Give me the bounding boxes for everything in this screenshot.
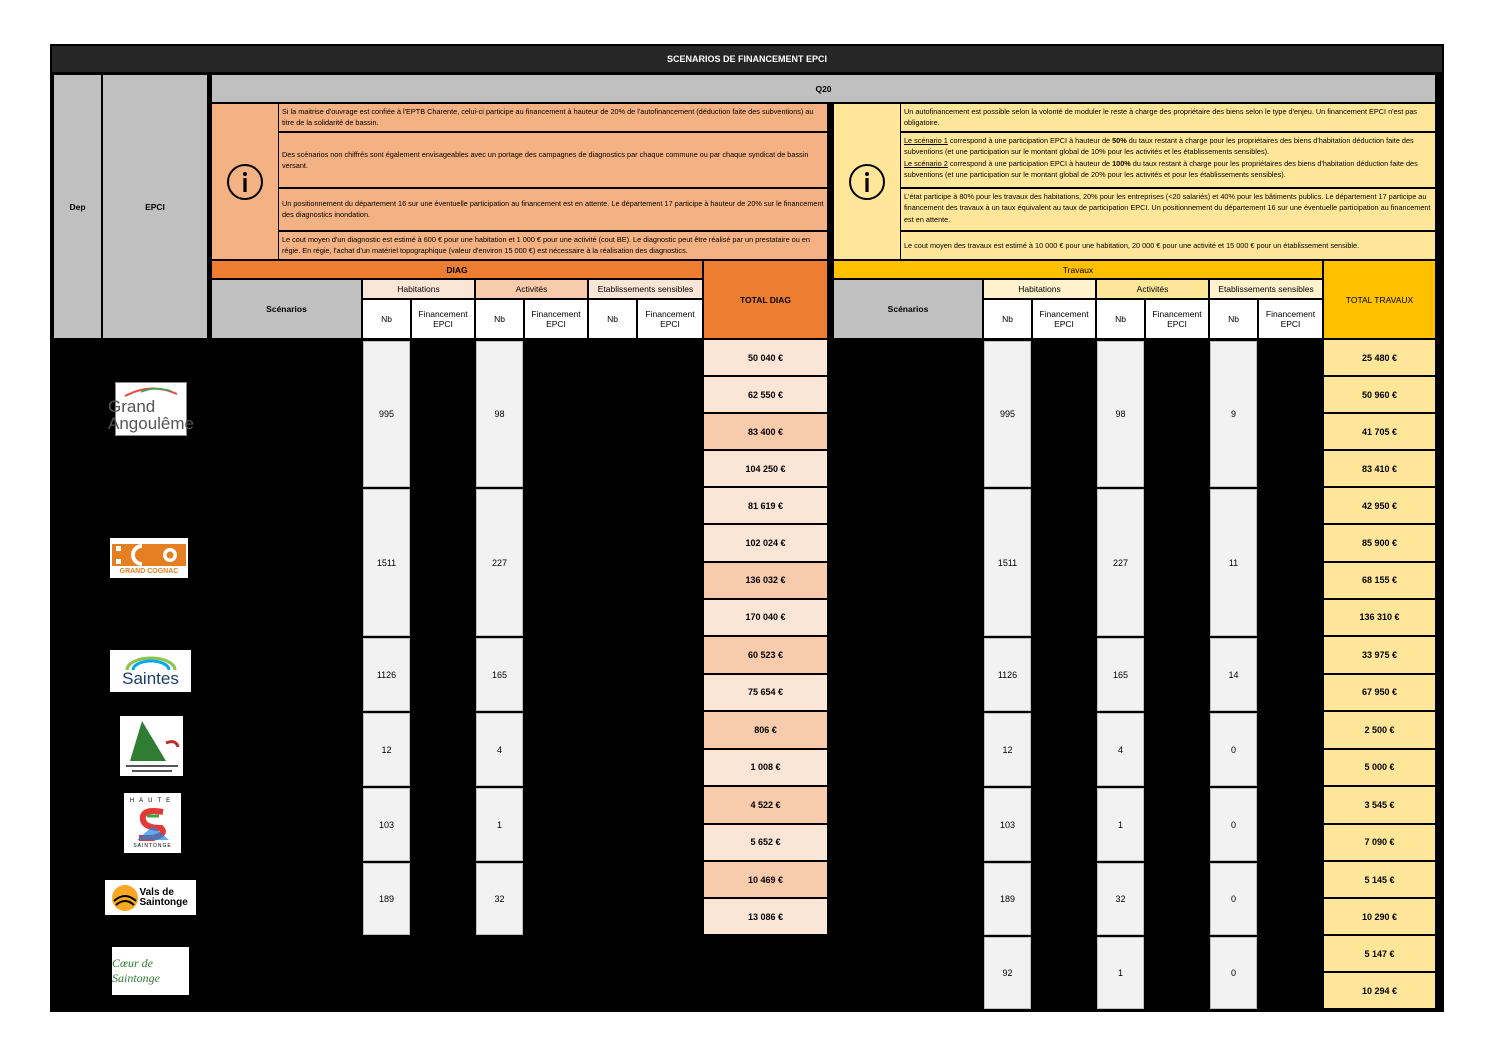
diag-info-panel <box>212 104 278 259</box>
diag-act-nb-cell: 4 <box>476 713 523 786</box>
diag-note-3: Un positionnement du département 16 sur une éventuelle participation au financement est en attente. Le département 17 participe à hauteur de 20% sur le financement des diagnostics inondation. <box>279 189 827 230</box>
diag-etablissements-header: Etablissements sensibles <box>589 280 702 298</box>
logo-cognac-icon <box>112 542 186 568</box>
diag-total-cell: 10 469 € <box>704 862 827 899</box>
travaux-habitations-header: Habitations <box>984 280 1095 298</box>
travaux-etab-fin-header: Financement EPCI <box>1259 300 1322 338</box>
diag-act-nb-cell: 227 <box>476 489 523 636</box>
diag-hab-nb-cell: 995 <box>363 341 410 487</box>
diag-total-cell: 62 550 € <box>704 377 827 414</box>
travaux-total-cell: 3 545 € <box>1324 787 1435 825</box>
travaux-info-panel <box>834 104 900 259</box>
travaux-act-fin-header: Financement EPCI <box>1146 300 1208 338</box>
diag-hab-nb-cell: 1126 <box>363 638 410 711</box>
diag-total-cell: 60 523 € <box>704 637 827 675</box>
travaux-etab-nb-cell: 0 <box>1210 937 1257 1009</box>
travaux-act-nb-cell: 32 <box>1097 863 1144 935</box>
diag-act-fin-header: Financement EPCI <box>525 300 587 338</box>
epci-column-header: EPCI <box>103 75 207 338</box>
travaux-hab-nb-cell: 189 <box>984 863 1031 935</box>
scenario-2-text-b: du taux restant à charge pour les propriétaires des biens d'habitation déduction faite des subventions (et une participation sur le montant global de 20% pour les activités et pour les établissements sensibles). <box>904 158 1418 179</box>
diag-header: DIAG <box>212 261 702 278</box>
travaux-header: Travaux <box>834 261 1322 278</box>
travaux-total-cell: 42 950 € <box>1324 488 1435 525</box>
travaux-act-nb-cell: 4 <box>1097 713 1144 786</box>
diag-hab-nb-cell: 103 <box>363 788 410 861</box>
diag-total-cell: 5 652 € <box>704 825 827 863</box>
diag-total-cell: 50 040 € <box>704 340 827 377</box>
travaux-hab-nb-cell: 12 <box>984 713 1031 786</box>
travaux-activites-header: Activités <box>1097 280 1208 298</box>
travaux-total-cell: 5 000 € <box>1324 750 1435 788</box>
scenario-1-label: Le scénario 1 <box>904 136 948 145</box>
travaux-total-cell: 33 975 € <box>1324 637 1435 675</box>
diag-total-cell: 104 250 € <box>704 451 827 488</box>
logo-text: HAUTE <box>129 797 176 804</box>
diag-hab-nb-cell: 1511 <box>363 489 410 636</box>
travaux-total-cell: 136 310 € <box>1324 600 1435 637</box>
travaux-total-cell: 85 900 € <box>1324 525 1435 562</box>
travaux-total-cell: 5 147 € <box>1324 936 1435 973</box>
logo-tree-icon <box>122 717 182 775</box>
travaux-total-header: TOTAL TRAVAUX <box>1324 261 1435 338</box>
diag-act-nb-cell: 98 <box>476 341 523 487</box>
scenario-1-pct: 50% <box>1112 136 1127 145</box>
travaux-hab-nb-cell: 1511 <box>984 489 1031 636</box>
diag-hab-nb-cell: 189 <box>363 863 410 935</box>
logo-grand-angouleme <box>108 382 195 436</box>
diag-total-header: TOTAL DIAG <box>704 261 827 338</box>
diag-note-2: Des scénarios non chiffrés sont également envisageables avec un portage des campagnes de diagnostics par chaque commune ou par chaque syndicat de bassin versant. <box>279 133 827 187</box>
travaux-act-nb-cell: 1 <box>1097 937 1144 1009</box>
travaux-total-cell: 67 950 € <box>1324 675 1435 713</box>
logo-text: Grand Angoulême <box>108 397 195 433</box>
diag-total-cell: 75 654 € <box>704 675 827 713</box>
travaux-scenarios-header: Scénarios <box>834 280 982 338</box>
diag-total-cell: 102 024 € <box>704 525 827 562</box>
diag-hab-nb-cell: 12 <box>363 713 410 786</box>
scenario-2-pct: 100% <box>1112 158 1131 168</box>
diag-act-nb-cell: 32 <box>476 863 523 935</box>
diag-note-1: Si la maitrise d'ouvrage est confiée à l'EPTB Charente, celui-ci participe au financement à hauteur de 20% de l'autofinancement (déduction faite des subventions) au titre de la solidarité de bassin. <box>279 104 827 131</box>
travaux-note-1: Un autofinancement est possible selon la volonté de moduler le reste à charge des propriétaire des biens selon le type d'enjeu. Un financement EPCI n'est pas obligatoire. <box>901 104 1435 131</box>
diag-total-cell: 136 032 € <box>704 563 827 600</box>
diag-total-cell: 13 086 € <box>704 899 827 936</box>
travaux-etab-nb-cell: 0 <box>1210 713 1257 786</box>
travaux-hab-nb-cell: 995 <box>984 341 1031 487</box>
travaux-etab-nb-cell: 0 <box>1210 863 1257 935</box>
diag-act-nb-cell: 1 <box>476 788 523 861</box>
diag-act-nb-cell: 165 <box>476 638 523 711</box>
diag-act-nb-header: Nb <box>476 300 523 338</box>
travaux-hab-nb-cell: 1126 <box>984 638 1031 711</box>
travaux-etab-nb-cell: 0 <box>1210 788 1257 861</box>
logo-rainbow-icon <box>121 656 181 670</box>
travaux-note-4: Le cout moyen des travaux est estimé à 10 000 € pour une habitation, 20 000 € pour une activité et 15 000 € pour un établissement sensible. <box>901 232 1435 259</box>
logo-sun-icon <box>110 883 140 913</box>
info-circle-icon <box>847 162 887 202</box>
travaux-act-nb-cell: 165 <box>1097 638 1144 711</box>
travaux-etab-nb-cell: 9 <box>1210 341 1257 487</box>
scenario-2-text-a: correspond à une participation EPCI à hauteur de <box>947 158 1113 168</box>
logo-saintes <box>110 650 191 692</box>
logo-gemozac <box>120 716 183 776</box>
scenario-1-text-a: correspond à une participation EPCI à hauteur de <box>947 136 1113 145</box>
diag-total-cell: 81 619 € <box>704 488 827 525</box>
travaux-act-nb-cell: 227 <box>1097 489 1144 636</box>
scenario-1-text-b: du taux restant à charge pour les propriétaires des biens d'habitation déduction faite des subventions (et une participation sur le montant global de 10% pour les activités et les établissements sensibles). <box>904 136 1414 157</box>
travaux-total-cell: 50 960 € <box>1324 377 1435 414</box>
info-circle-icon <box>225 162 265 202</box>
diag-total-cell: 4 522 € <box>704 787 827 825</box>
travaux-etab-nb-header: Nb <box>1210 300 1257 338</box>
diag-hab-fin-header: Financement EPCI <box>412 300 474 338</box>
logo-text: Vals de Saintonge <box>139 886 188 908</box>
diag-total-cell: 1 008 € <box>704 750 827 788</box>
logo-vals-de-saintonge <box>105 880 196 915</box>
question-header: Q20 <box>212 75 1435 102</box>
logo-haute-saintonge <box>124 793 181 853</box>
travaux-act-nb-cell: 1 <box>1097 788 1144 861</box>
diag-total-cell: 170 040 € <box>704 600 827 637</box>
diag-activites-header: Activités <box>476 280 587 298</box>
diag-etab-nb-header: Nb <box>589 300 636 338</box>
travaux-total-cell: 68 155 € <box>1324 563 1435 600</box>
travaux-act-nb-cell: 98 <box>1097 341 1144 487</box>
diag-etab-fin-header: Financement EPCI <box>638 300 702 338</box>
logo-text: Saintes <box>122 668 179 688</box>
travaux-total-cell: 83 410 € <box>1324 451 1435 488</box>
travaux-total-cell: 41 705 € <box>1324 414 1435 451</box>
travaux-etablissements-header: Etablissements sensibles <box>1210 280 1322 298</box>
travaux-etab-nb-cell: 14 <box>1210 638 1257 711</box>
diag-note-4: Le cout moyen d'un diagnostic est estimé à 600 € pour une habitation et 1 000 € pour une activité (cout BE). Le diagnostic peut être réalisé par un prestataire ou en régie. En régie, l'achat d'un matériel topographique (valeur d'environ 15 000 €) est nécessaire à la réalisation des diagnostics. <box>279 232 827 259</box>
logo-text: Cœur de Saintonge <box>112 956 160 985</box>
travaux-act-nb-header: Nb <box>1097 300 1144 338</box>
travaux-hab-nb-header: Nb <box>984 300 1031 338</box>
diag-habitations-header: Habitations <box>363 280 474 298</box>
diag-hab-nb-header: Nb <box>363 300 410 338</box>
logo-s-icon <box>133 804 173 844</box>
travaux-total-cell: 2 500 € <box>1324 712 1435 750</box>
logo-grand-cognac <box>110 538 188 578</box>
travaux-total-cell: 10 290 € <box>1324 899 1435 936</box>
page-title: SCENARIOS DE FINANCEMENT EPCI <box>52 46 1442 72</box>
travaux-note-3: L'état participe à 80% pour les travaux des habitations, 20% pour les entreprises (<20 salariés) et 40% pour les bâtiments publics. Le département 17 participe au financement des travaux à un taux équivalent au taux de participation EPCI. Un positionnement du département 16 sur une éventuelle participation au financement est en attente. <box>901 189 1435 230</box>
diag-total-cell: 806 € <box>704 712 827 750</box>
travaux-total-cell: 25 480 € <box>1324 340 1435 377</box>
logo-text: GRAND COGNAC <box>119 567 179 575</box>
diag-scenarios-header: Scénarios <box>212 280 361 338</box>
travaux-hab-nb-cell: 103 <box>984 788 1031 861</box>
diag-total-cell: 83 400 € <box>704 414 827 451</box>
travaux-hab-fin-header: Financement EPCI <box>1033 300 1095 338</box>
dep-column-header: Dep <box>54 75 101 338</box>
logo-subtext: SAINTONGE <box>133 842 172 849</box>
logo-coeur-de-saintonge <box>112 947 189 995</box>
travaux-total-cell: 7 090 € <box>1324 825 1435 863</box>
travaux-total-cell: 5 145 € <box>1324 862 1435 899</box>
travaux-total-cell: 10 294 € <box>1324 973 1435 1010</box>
travaux-etab-nb-cell: 11 <box>1210 489 1257 636</box>
scenario-2-label: Le scénario 2 <box>904 158 948 168</box>
travaux-hab-nb-cell: 92 <box>984 937 1031 1009</box>
travaux-note-2 <box>901 133 1435 187</box>
